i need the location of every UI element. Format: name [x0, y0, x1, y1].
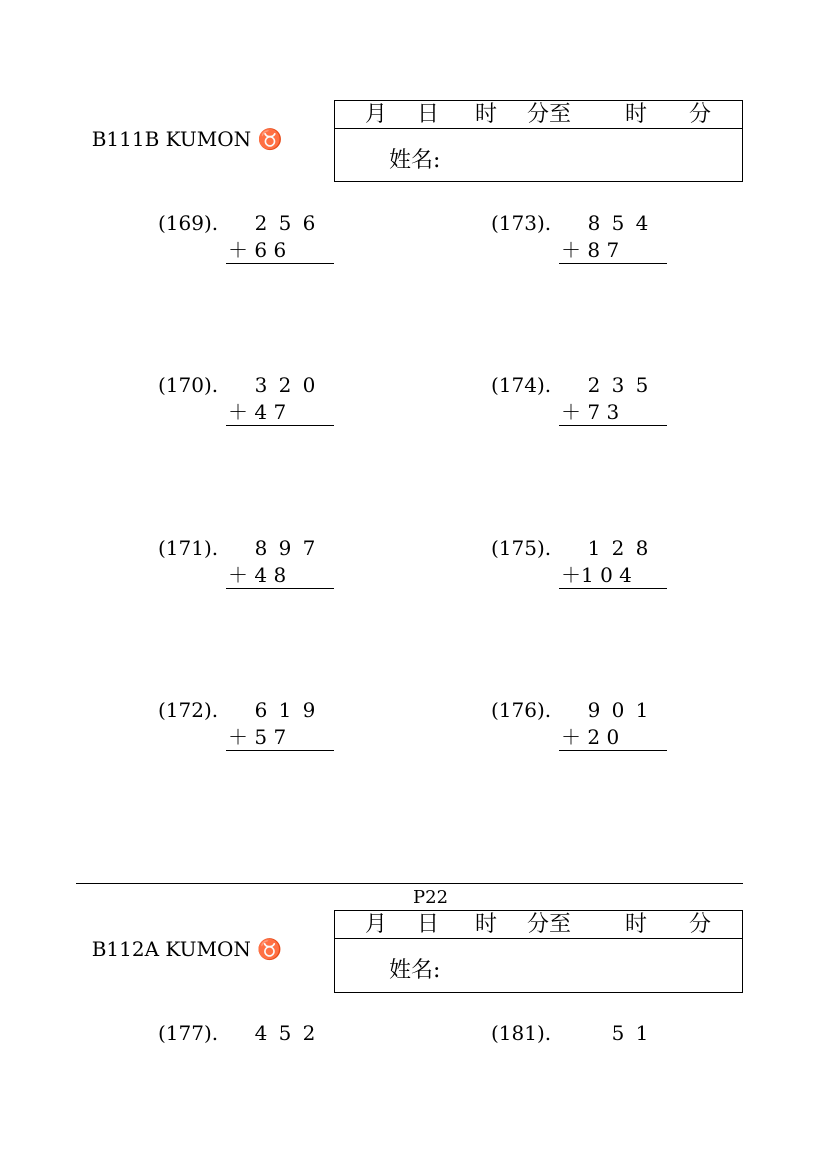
digit: 6 [302, 211, 316, 235]
digit: 3 [611, 373, 625, 397]
addend: ＋ 5 7 [228, 725, 287, 749]
addend-line [226, 562, 334, 589]
addend: ＋ 4 7 [228, 400, 287, 424]
digit: 5 [635, 373, 649, 397]
digit: 5 [278, 1021, 292, 1045]
month-field: 月 [365, 102, 388, 127]
addend-line [226, 399, 334, 426]
sheet-code-2 [79, 913, 282, 961]
problem-label: (174). [491, 373, 552, 397]
addend: ＋ 2 0 [561, 725, 620, 749]
digit: 5 [611, 1021, 625, 1045]
name-label: 姓名: [389, 958, 441, 983]
digit: 1 [278, 698, 292, 722]
sheet-code-text: B112A KUMON ♉ [91, 937, 283, 961]
day-field: 日 [417, 102, 440, 127]
time-row [335, 101, 742, 129]
day-field: 日 [417, 912, 440, 937]
hour-field: 时 [475, 912, 498, 937]
addend-line [559, 399, 667, 426]
addend-line [226, 237, 334, 264]
digit: 7 [302, 536, 316, 560]
addend: ＋ 8 7 [561, 238, 620, 262]
time-name-box [334, 100, 743, 182]
addend: ＋ 6 6 [228, 238, 287, 262]
digit: 9 [278, 536, 292, 560]
addend-line [559, 562, 667, 589]
hour-field: 时 [475, 102, 498, 127]
digit: 2 [611, 536, 625, 560]
digit: 0 [302, 373, 316, 397]
digit: 8 [254, 536, 268, 560]
minute-field-2: 分 [689, 102, 712, 127]
digit: 2 [587, 373, 601, 397]
sheet-code [79, 103, 282, 151]
digit: 2 [254, 211, 268, 235]
sheet-code-text: B111B KUMON ♉ [91, 127, 283, 151]
digit: 4 [635, 211, 649, 235]
page-number: P22 [413, 887, 449, 908]
digit: 8 [587, 211, 601, 235]
hour-field-2: 时 [625, 102, 648, 127]
name-label: 姓名: [389, 148, 441, 173]
addend: ＋ 7 3 [561, 400, 620, 424]
problem-label: (173). [491, 211, 552, 235]
time-name-box-2 [334, 910, 743, 993]
digit: 0 [611, 698, 625, 722]
month-field: 月 [365, 912, 388, 937]
time-row [335, 911, 742, 939]
addend: ＋ 4 8 [228, 563, 287, 587]
problem-label: (176). [491, 698, 552, 722]
digit: 2 [278, 373, 292, 397]
minute-to-field: 分至 [527, 102, 572, 127]
problem-label: (169). [158, 211, 219, 235]
hour-field-2: 时 [625, 912, 648, 937]
problem-label: (181). [491, 1021, 552, 1045]
minute-field-2: 分 [689, 912, 712, 937]
addend-line [226, 724, 334, 751]
digit: 4 [254, 1021, 268, 1045]
addend-line [559, 724, 667, 751]
digit: 1 [587, 536, 601, 560]
problem-label: (175). [491, 536, 552, 560]
problem-label: (177). [158, 1021, 219, 1045]
problem-label: (171). [158, 536, 219, 560]
digit: 8 [635, 536, 649, 560]
digit: 1 [635, 698, 649, 722]
page-divider [76, 883, 743, 884]
addend: ＋1 0 4 [561, 563, 632, 587]
minute-to-field: 分至 [527, 912, 572, 937]
problem-label: (170). [158, 373, 219, 397]
digit: 5 [278, 211, 292, 235]
digit: 6 [254, 698, 268, 722]
digit: 2 [302, 1021, 316, 1045]
digit: 5 [611, 211, 625, 235]
digit: 1 [635, 1021, 649, 1045]
problem-label: (172). [158, 698, 219, 722]
digit: 9 [587, 698, 601, 722]
digit: 3 [254, 373, 268, 397]
digit: 9 [302, 698, 316, 722]
addend-line [559, 237, 667, 264]
